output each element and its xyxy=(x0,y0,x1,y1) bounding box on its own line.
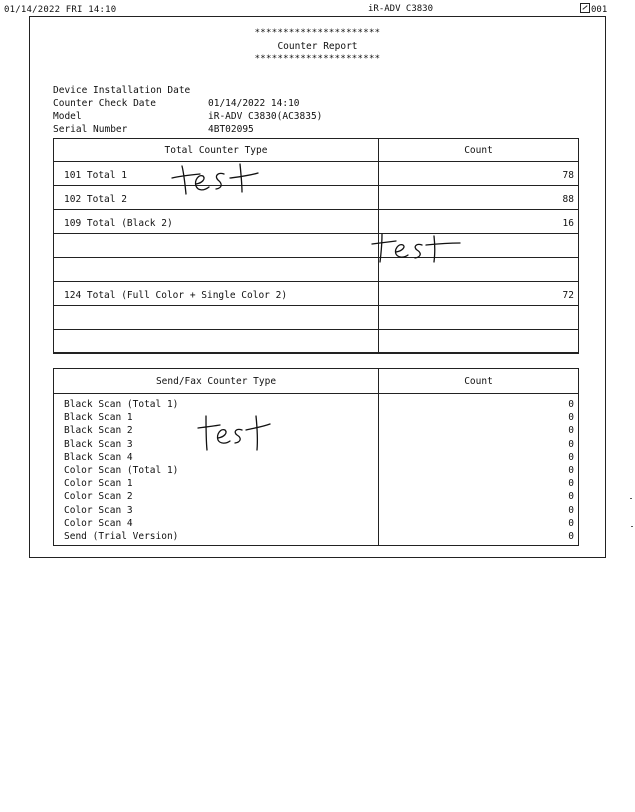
counter-value: 78 xyxy=(379,162,579,186)
counter-name xyxy=(54,258,379,282)
fax-page-number: 001 xyxy=(591,5,608,15)
handwritten-test-1 xyxy=(168,160,264,202)
scan-speck xyxy=(630,498,632,499)
info-label-installation-date: Device Installation Date xyxy=(53,85,191,96)
list-item: Black Scan 2 xyxy=(64,425,133,437)
counter-name: 102 Total 2 xyxy=(54,186,379,210)
counter-name: 124 Total (Full Color + Single Color 2) xyxy=(54,282,379,306)
list-item-count: 0 xyxy=(568,425,574,437)
list-item: Color Scan 3 xyxy=(64,504,133,516)
send-fax-count-header: Count xyxy=(379,369,579,394)
handwritten-test-2 xyxy=(370,232,464,266)
info-label-check-date: Counter Check Date xyxy=(53,98,156,109)
counter-name xyxy=(54,234,379,258)
list-item: Black Scan 4 xyxy=(64,451,133,463)
counter-value: 88 xyxy=(379,186,579,210)
stars-bottom: ********************** xyxy=(254,54,381,64)
info-value-model: iR-ADV C3830(AC3835) xyxy=(208,111,323,122)
list-item-count: 0 xyxy=(568,517,574,529)
counter-name: 109 Total (Black 2) xyxy=(54,210,379,234)
table-row xyxy=(54,282,579,306)
list-item-count: 0 xyxy=(568,451,574,463)
table-row xyxy=(54,234,579,258)
table-row xyxy=(54,210,579,234)
list-item-count: 0 xyxy=(568,491,574,503)
list-item-count: 0 xyxy=(568,478,574,490)
fax-header-model: iR-ADV C3830 xyxy=(368,4,434,14)
counter-name xyxy=(54,306,379,330)
info-label-serial: Serial Number xyxy=(53,124,128,135)
fax-header-page xyxy=(580,3,607,15)
counter-value xyxy=(379,330,579,354)
total-counter-table xyxy=(53,138,579,354)
list-item: Black Scan (Total 1) xyxy=(64,399,179,410)
scan-speck xyxy=(631,526,633,527)
list-item-count: 0 xyxy=(568,438,574,450)
fax-header-datetime: 01/14/2022 FRI 14:10 xyxy=(4,5,117,15)
table-row xyxy=(54,306,579,330)
counter-name xyxy=(54,330,379,354)
table-row xyxy=(54,330,579,354)
info-value-check-date: 01/14/2022 14:10 xyxy=(208,98,300,109)
list-item-count: 0 xyxy=(568,399,574,410)
list-item-count: 0 xyxy=(568,504,574,516)
counter-value: 72 xyxy=(379,282,579,306)
list-item: Send (Trial Version) xyxy=(64,530,179,542)
fax-page-icon xyxy=(580,3,590,13)
list-item-count: 0 xyxy=(568,530,574,542)
table-row xyxy=(54,162,579,186)
list-item: Black Scan 3 xyxy=(64,438,133,450)
list-item-count: 0 xyxy=(568,464,574,476)
send-fax-counter-table xyxy=(53,368,579,546)
list-item-count: 0 xyxy=(568,412,574,424)
list-item: Color Scan 4 xyxy=(64,517,133,529)
total-counter-count-header: Count xyxy=(379,139,579,162)
report-title: Counter Report xyxy=(277,41,358,52)
info-value-serial: 4BT02095 xyxy=(208,124,254,135)
send-fax-count-column xyxy=(379,394,579,546)
handwritten-test-3 xyxy=(196,412,276,456)
counter-value: 16 xyxy=(379,210,579,234)
counter-name: 101 Total 1 xyxy=(54,162,379,186)
info-label-model: Model xyxy=(53,111,82,122)
list-item: Color Scan 2 xyxy=(64,491,133,503)
send-fax-type-header: Send/Fax Counter Type xyxy=(54,369,379,394)
list-item: Black Scan 1 xyxy=(64,412,133,424)
list-item: Color Scan (Total 1) xyxy=(64,464,179,476)
table-row xyxy=(54,258,579,282)
list-item: Color Scan 1 xyxy=(64,478,133,490)
table-row xyxy=(54,186,579,210)
total-counter-type-header: Total Counter Type xyxy=(54,139,379,162)
counter-value xyxy=(379,306,579,330)
stars-top: ********************** xyxy=(254,28,381,38)
